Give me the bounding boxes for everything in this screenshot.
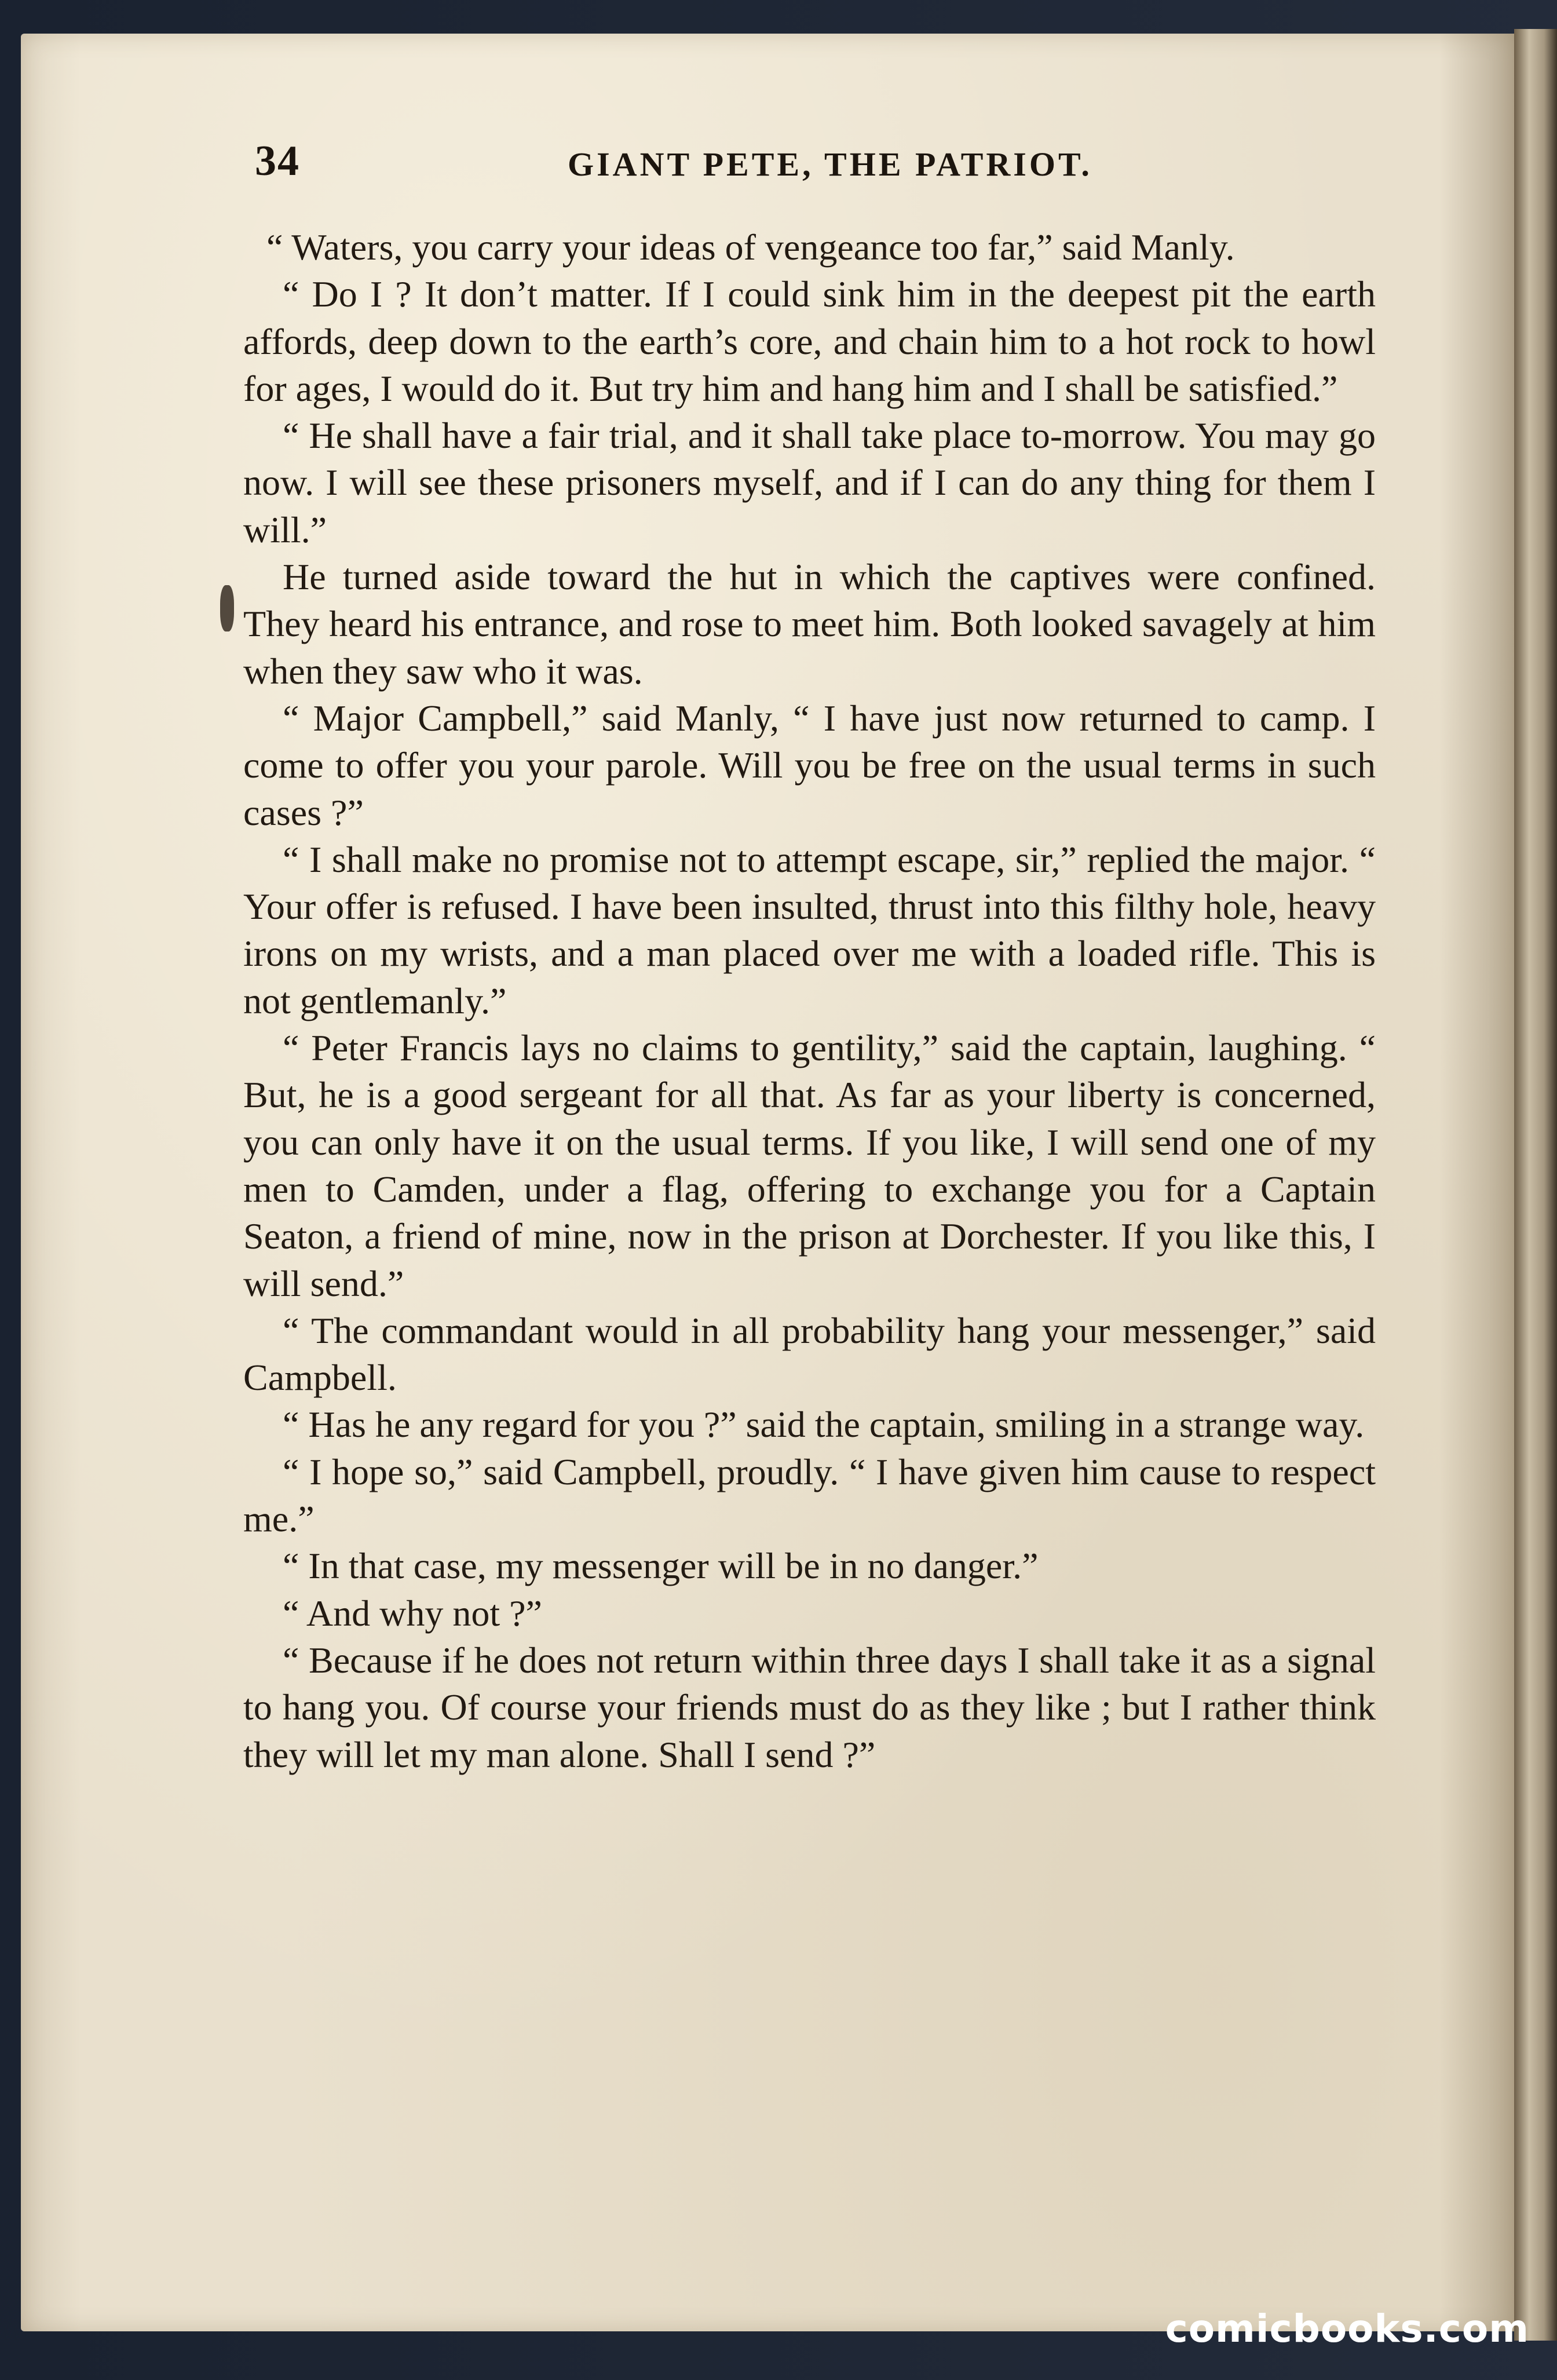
paragraph: “ I hope so,” said Campbell, proudly. “ I have given him cause to respect me.”	[243, 1451, 1376, 1540]
page-header-title: GIANT PETE, THE PATRIOT.	[568, 145, 1092, 183]
paragraph: “ Has he any regard for you ?” said the captain, smiling in a strange way.	[283, 1404, 1365, 1445]
paragraph: He turned aside toward the hut in which the captives were confined. They heard his entrance, and rose to meet him. Both looked savagely at him when they saw who it was.	[243, 556, 1376, 692]
paragraph: “ Major Campbell,” said Manly, “ I have just now returned to camp. I come to offer you your parole. Will you be free on the usual terms in such cases ?”	[243, 697, 1376, 833]
ink-blot	[220, 585, 234, 631]
body-text	[243, 224, 1376, 1778]
paragraph: “ The commandant would in all probability hang your messenger,” said Campbell.	[243, 1309, 1376, 1399]
paragraph: “ Do I ? It don’t matter. If I could sink him in the deepest pit the earth affords, deep down to the earth’s core, and chain him to a hot rock to howl for ages, I would do it. But try him and hang him and I shall be satisfied.”	[243, 273, 1376, 409]
paragraph: “ Because if he does not return within three days I shall take it as a signal to hang you. Of course your friends must do as they like ; but I rather think they will let my man alone. Shall I send ?”	[243, 1639, 1376, 1775]
paragraph: “ In that case, my messenger will be in no danger.”	[283, 1545, 1039, 1587]
paragraph: “ Peter Francis lays no claims to gentility,” said the captain, laughing. “ But, he is a good sergeant for all that. As far as your liberty is concerned, you can only have it on the usual terms. If you like, I will send one of my men to Camden, under a flag, offering to exchange you for a Captain Seaton, a friend of mine, now in the prison at Dorchester. If you like this, I will send.”	[243, 1027, 1376, 1304]
page-number: 34	[255, 137, 300, 185]
paragraph: “ Waters, you carry your ideas of vengeance too far,” said Manly.	[266, 227, 1235, 268]
paragraph: “ I shall make no promise not to attempt escape, sir,” replied the major. “ Your offer is refused. I have been insulted, thrust into this filthy hole, heavy irons on my wrists, and a man placed over me with a loaded rifle. This is not gentlemanly.”	[243, 838, 1376, 1021]
watermark: comicbooks.com	[1165, 2306, 1529, 2351]
paragraph: “ He shall have a fair trial, and it shall take place to-morrow. You may go now. I will see these prisoners myself, and if I can do any thing for them I will.”	[243, 415, 1376, 550]
book-gutter	[1514, 29, 1557, 2341]
paragraph: “ And why not ?”	[283, 1592, 542, 1634]
running-head	[255, 137, 1344, 200]
